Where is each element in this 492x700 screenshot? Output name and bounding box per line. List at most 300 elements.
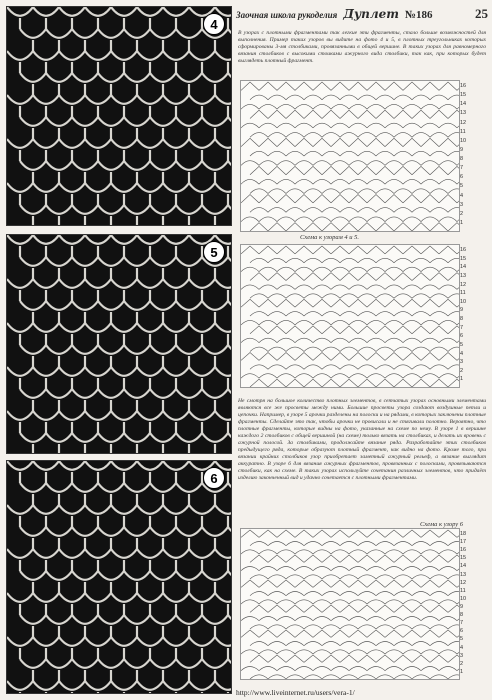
chart-stitch bbox=[430, 189, 448, 194]
lace-motif bbox=[98, 73, 124, 95]
chart-stitch bbox=[394, 365, 412, 369]
chart-stitch bbox=[313, 650, 331, 654]
lace-motif bbox=[215, 183, 231, 205]
lace-motif bbox=[202, 345, 228, 367]
lace-motif bbox=[20, 73, 46, 95]
chart-stitch bbox=[295, 353, 313, 361]
chart-stitch bbox=[403, 567, 421, 571]
chart-stitch bbox=[403, 353, 421, 361]
chart-stitch bbox=[457, 353, 459, 361]
chart-stitch bbox=[340, 294, 358, 298]
lace-motif bbox=[189, 681, 215, 693]
chart-stitch bbox=[403, 217, 421, 222]
lace-motif bbox=[98, 205, 124, 225]
chart-stitch bbox=[295, 374, 313, 378]
lace-motif bbox=[228, 345, 231, 367]
chart-stitch bbox=[439, 82, 457, 90]
chart-stitch bbox=[349, 104, 367, 109]
lace-motif bbox=[163, 505, 189, 527]
chart-stitch bbox=[457, 630, 459, 637]
lace-motif bbox=[98, 161, 124, 183]
chart-stitch bbox=[421, 630, 439, 637]
lace-motif bbox=[59, 323, 85, 345]
chart-stitch bbox=[448, 675, 459, 679]
chart-stitch bbox=[331, 299, 349, 307]
lace-motif bbox=[72, 205, 98, 225]
chart-stitch bbox=[259, 179, 277, 184]
lace-motif bbox=[150, 29, 176, 51]
lace-motif bbox=[46, 527, 72, 549]
chart-stitch bbox=[457, 267, 459, 271]
chart-stitch bbox=[286, 379, 304, 387]
chart-stitch bbox=[277, 630, 295, 637]
lace-motif bbox=[124, 615, 150, 637]
chart-stitch bbox=[340, 642, 358, 646]
chart-stitch bbox=[286, 258, 304, 262]
lace-motif bbox=[137, 323, 163, 345]
chart-stitch bbox=[250, 575, 268, 579]
chart-stitch bbox=[448, 208, 459, 213]
chart-stitch bbox=[403, 630, 421, 637]
chart-stitch bbox=[268, 189, 286, 194]
lace-motif bbox=[124, 205, 150, 225]
lace-motif bbox=[33, 7, 59, 29]
chart-stitch bbox=[403, 161, 421, 166]
lace-motif bbox=[59, 505, 85, 527]
chart-stitch bbox=[358, 151, 376, 156]
lace-motif bbox=[124, 527, 150, 549]
chart-stitch bbox=[331, 179, 349, 184]
lace-motif bbox=[137, 549, 163, 571]
lace-motif bbox=[7, 139, 33, 161]
chart-stitch bbox=[313, 550, 331, 554]
chart-stitch bbox=[457, 104, 459, 109]
chart-stitch bbox=[367, 161, 385, 166]
lace-motif bbox=[98, 527, 124, 549]
chart-stitch bbox=[268, 675, 286, 679]
chart-stitch bbox=[322, 365, 340, 369]
lace-motif bbox=[176, 389, 202, 411]
chart-stitch bbox=[322, 223, 340, 231]
chart-stitch bbox=[403, 82, 421, 90]
chart-stitch bbox=[358, 95, 376, 100]
row-number: 16 bbox=[460, 547, 467, 554]
chart-stitch bbox=[448, 592, 459, 596]
lace-motif bbox=[46, 257, 72, 279]
lace-motif bbox=[215, 549, 231, 571]
chart-stitch bbox=[331, 82, 349, 90]
chart-stitch bbox=[385, 104, 403, 109]
chart-stitch bbox=[286, 110, 304, 118]
chart-stitch bbox=[340, 95, 358, 100]
row-number: 7 bbox=[460, 620, 464, 627]
chart-stitch bbox=[295, 82, 313, 90]
lace-motif bbox=[150, 345, 176, 367]
chart-stitch bbox=[241, 550, 259, 554]
chart-stitch bbox=[277, 195, 295, 203]
chart-stitch bbox=[358, 347, 376, 351]
chart-stitch bbox=[349, 179, 367, 184]
crochet-chart-2 bbox=[240, 244, 460, 388]
lace-motif bbox=[46, 389, 72, 411]
row-number: 4 bbox=[460, 644, 464, 651]
lace-motif bbox=[124, 257, 150, 279]
chart-stitch bbox=[349, 650, 367, 654]
lace-motif bbox=[20, 615, 46, 637]
lace-motif bbox=[189, 279, 215, 301]
chart-stitch bbox=[394, 575, 412, 579]
chart-stitch bbox=[304, 258, 322, 262]
chart-stitch bbox=[439, 580, 457, 587]
chart-stitch bbox=[268, 625, 286, 629]
chart-stitch bbox=[376, 365, 394, 369]
chart-stitch bbox=[439, 123, 457, 128]
chart-stitch bbox=[340, 605, 358, 612]
chart-stitch bbox=[448, 542, 459, 546]
chart-stitch bbox=[259, 580, 277, 587]
chart-stitch bbox=[385, 600, 403, 604]
chart-stitch bbox=[304, 655, 322, 662]
chart-stitch bbox=[268, 258, 286, 262]
chart-stitch bbox=[259, 617, 277, 621]
chart-stitch bbox=[304, 347, 322, 351]
lace-motif bbox=[98, 29, 124, 51]
chart-stitch bbox=[412, 592, 430, 596]
chart-stitch bbox=[430, 592, 448, 596]
chart-stitch bbox=[403, 195, 421, 203]
lace-motif bbox=[202, 389, 228, 411]
chart-stitch bbox=[259, 338, 277, 342]
chart-stitch bbox=[430, 258, 448, 262]
lace-motif bbox=[176, 433, 202, 453]
chart-stitch bbox=[430, 605, 448, 612]
chart-stitch bbox=[295, 617, 313, 621]
chart-stitch bbox=[439, 299, 457, 307]
lace-motif bbox=[124, 483, 150, 505]
lace-motif bbox=[7, 51, 33, 73]
chart-stitch bbox=[439, 600, 457, 604]
lace-motif bbox=[176, 659, 202, 681]
chart-stitch bbox=[385, 82, 403, 90]
chart-stitch bbox=[250, 312, 268, 316]
chart-stitch bbox=[277, 338, 295, 342]
chart-stitch bbox=[313, 667, 331, 671]
lace-motif bbox=[111, 505, 137, 527]
lace-motif bbox=[150, 301, 176, 323]
lace-motif bbox=[137, 367, 163, 389]
chart-stitch bbox=[277, 580, 295, 587]
chart-stitch bbox=[295, 600, 313, 604]
chart-stitch bbox=[457, 123, 459, 128]
lace-motif bbox=[176, 527, 202, 549]
lace-motif bbox=[137, 139, 163, 161]
chart-stitch bbox=[439, 195, 457, 203]
chart-stitch bbox=[277, 617, 295, 621]
row-number: 5 bbox=[460, 183, 464, 190]
chart-stitch bbox=[412, 273, 430, 281]
chart-stitch bbox=[367, 667, 385, 671]
chart-stitch bbox=[403, 580, 421, 587]
chart-stitch bbox=[322, 592, 340, 596]
caption-chart-4-5: Схема к узорам 4 и 5. bbox=[300, 234, 360, 241]
chart-stitch bbox=[277, 246, 295, 254]
chart-stitch bbox=[322, 542, 340, 546]
chart-stitch bbox=[367, 650, 385, 654]
chart-stitch bbox=[367, 617, 385, 621]
lace-motif bbox=[20, 659, 46, 681]
chart-stitch bbox=[268, 542, 286, 546]
chart-stitch bbox=[358, 166, 376, 174]
lace-motif bbox=[59, 411, 85, 433]
chart-stitch bbox=[250, 294, 268, 298]
lace-motif bbox=[163, 183, 189, 205]
lace-motif bbox=[189, 183, 215, 205]
chart-stitch bbox=[403, 530, 421, 537]
lace-motif bbox=[215, 95, 231, 117]
chart-stitch bbox=[304, 166, 322, 174]
chart-stitch bbox=[349, 567, 367, 571]
chart-stitch bbox=[304, 208, 322, 213]
lace-motif bbox=[176, 205, 202, 225]
chart-stitch bbox=[394, 95, 412, 100]
chart-stitch bbox=[448, 575, 459, 579]
lace-motif bbox=[202, 301, 228, 323]
chart-stitch bbox=[376, 625, 394, 629]
chart-stitch bbox=[439, 630, 457, 637]
chart-stitch bbox=[457, 650, 459, 654]
lace-motif bbox=[163, 593, 189, 615]
lace-motif bbox=[163, 95, 189, 117]
lace-motif bbox=[111, 51, 137, 73]
chart-stitch bbox=[439, 267, 457, 271]
lace-motif bbox=[72, 615, 98, 637]
lace-motif bbox=[33, 461, 59, 483]
chart-stitch bbox=[304, 625, 322, 629]
chart-stitch bbox=[313, 246, 331, 254]
chart-stitch bbox=[286, 347, 304, 351]
chart-stitch bbox=[394, 312, 412, 316]
lace-motif bbox=[202, 433, 228, 453]
chart-stitch bbox=[448, 625, 459, 629]
lace-motif bbox=[59, 279, 85, 301]
chart-stitch bbox=[358, 592, 376, 596]
chart-stitch bbox=[430, 675, 448, 679]
chart-stitch bbox=[241, 123, 259, 128]
chart-stitch bbox=[286, 542, 304, 546]
chart-stitch bbox=[457, 338, 459, 342]
chart-stitch bbox=[304, 273, 322, 281]
row-number: 1 bbox=[460, 668, 464, 675]
chart-stitch bbox=[403, 320, 421, 324]
chart-stitch bbox=[394, 326, 412, 334]
chart-stitch bbox=[286, 189, 304, 194]
chart-stitch bbox=[268, 110, 286, 118]
chart-stitch bbox=[250, 223, 268, 231]
chart-stitch bbox=[331, 123, 349, 128]
lace-motif bbox=[111, 139, 137, 161]
chart-stitch bbox=[268, 133, 286, 138]
chart-stitch bbox=[349, 138, 367, 146]
chart-stitch bbox=[349, 161, 367, 166]
lace-motif bbox=[111, 549, 137, 571]
lace-motif bbox=[72, 29, 98, 51]
chart-stitch bbox=[358, 605, 376, 612]
chart-stitch bbox=[322, 166, 340, 174]
lace-motif bbox=[163, 139, 189, 161]
chart-stitch bbox=[331, 195, 349, 203]
chart-stitch bbox=[457, 667, 459, 671]
chart-stitch bbox=[268, 166, 286, 174]
lace-motif bbox=[111, 323, 137, 345]
chart-stitch bbox=[394, 655, 412, 662]
chart-stitch bbox=[268, 365, 286, 369]
row-number: 3 bbox=[460, 359, 464, 366]
lace-motif bbox=[59, 461, 85, 483]
chart-stitch bbox=[385, 550, 403, 554]
row-number: 15 bbox=[460, 255, 467, 262]
chart-stitch bbox=[376, 347, 394, 351]
chart-stitch bbox=[250, 592, 268, 596]
lace-motif bbox=[111, 279, 137, 301]
lace-motif bbox=[46, 571, 72, 593]
lace-motif bbox=[46, 615, 72, 637]
chart-stitch bbox=[394, 605, 412, 612]
lace-motif bbox=[150, 389, 176, 411]
lace-motif bbox=[85, 549, 111, 571]
chart-stitch bbox=[358, 189, 376, 194]
lace-motif bbox=[137, 461, 163, 483]
lace-motif bbox=[111, 183, 137, 205]
lace-motif bbox=[215, 139, 231, 161]
lace-motif bbox=[59, 367, 85, 389]
chart-stitch bbox=[385, 320, 403, 324]
lace-motif bbox=[150, 571, 176, 593]
chart-stitch bbox=[412, 258, 430, 262]
chart-stitch bbox=[421, 138, 439, 146]
lace-motif bbox=[59, 7, 85, 29]
chart-stitch bbox=[376, 151, 394, 156]
chart-stitch bbox=[295, 630, 313, 637]
chart-stitch bbox=[322, 655, 340, 662]
chart-stitch bbox=[367, 374, 385, 378]
chart-stitch bbox=[304, 223, 322, 231]
chart-stitch bbox=[412, 347, 430, 351]
lace-motif bbox=[150, 205, 176, 225]
chart-stitch bbox=[331, 138, 349, 146]
chart-stitch bbox=[403, 267, 421, 271]
chart-stitch bbox=[367, 123, 385, 128]
chart-stitch bbox=[385, 650, 403, 654]
chart-stitch bbox=[376, 166, 394, 174]
chart-stitch bbox=[295, 667, 313, 671]
chart-stitch bbox=[313, 123, 331, 128]
lace-motif bbox=[202, 659, 228, 681]
lace-motif bbox=[20, 389, 46, 411]
chart-stitch bbox=[349, 374, 367, 378]
chart-stitch bbox=[385, 217, 403, 222]
chart-stitch bbox=[286, 592, 304, 596]
chart-stitch bbox=[439, 353, 457, 361]
chart-stitch bbox=[331, 267, 349, 271]
chart-stitch bbox=[259, 82, 277, 90]
chart-stitch bbox=[250, 208, 268, 213]
lace-motif bbox=[7, 505, 33, 527]
lace-motif bbox=[59, 593, 85, 615]
chart-stitch bbox=[241, 320, 259, 324]
lace-motif bbox=[163, 549, 189, 571]
lace-motif bbox=[33, 51, 59, 73]
chart-stitch bbox=[394, 258, 412, 262]
chart-stitch bbox=[430, 642, 448, 646]
lace-motif bbox=[202, 205, 228, 225]
lace-motif bbox=[20, 345, 46, 367]
lace-motif bbox=[137, 183, 163, 205]
chart-stitch bbox=[448, 347, 459, 351]
lace-motif bbox=[228, 161, 231, 183]
chart-stitch bbox=[457, 374, 459, 378]
chart-stitch bbox=[241, 530, 259, 537]
lace-motif bbox=[98, 659, 124, 681]
chart-stitch bbox=[259, 567, 277, 571]
chart-stitch bbox=[349, 338, 367, 342]
chart-stitch bbox=[394, 189, 412, 194]
chart-stitch bbox=[457, 82, 459, 90]
chart-stitch bbox=[457, 195, 459, 203]
chart-stitch bbox=[286, 151, 304, 156]
row-number: 9 bbox=[460, 307, 464, 314]
chart-stitch bbox=[286, 575, 304, 579]
chart-stitch bbox=[313, 374, 331, 378]
lace-motif bbox=[215, 637, 231, 659]
lace-motif bbox=[46, 205, 72, 225]
lace-motif bbox=[111, 681, 137, 693]
chart-stitch bbox=[385, 353, 403, 361]
chart-stitch bbox=[448, 258, 459, 262]
chart-stitch bbox=[259, 299, 277, 307]
chart-stitch bbox=[268, 312, 286, 316]
chart-stitch bbox=[349, 299, 367, 307]
chart-stitch bbox=[349, 667, 367, 671]
chart-stitch bbox=[277, 267, 295, 271]
chart-stitch bbox=[331, 374, 349, 378]
chart-stitch bbox=[376, 326, 394, 334]
chart-stitch bbox=[376, 208, 394, 213]
lace-motif bbox=[137, 95, 163, 117]
chart-stitch bbox=[448, 166, 459, 174]
chart-stitch bbox=[448, 273, 459, 281]
chart-stitch bbox=[259, 104, 277, 109]
chart-stitch bbox=[241, 195, 259, 203]
chart-stitch bbox=[412, 575, 430, 579]
chart-stitch bbox=[250, 326, 268, 334]
chart-stitch bbox=[439, 217, 457, 222]
crochet-chart-1 bbox=[240, 80, 460, 232]
chart-stitch bbox=[295, 650, 313, 654]
chart-stitch bbox=[439, 138, 457, 146]
chart-stitch bbox=[304, 555, 322, 562]
lace-motif bbox=[137, 51, 163, 73]
chart-stitch bbox=[304, 133, 322, 138]
chart-stitch bbox=[376, 592, 394, 596]
lace-motif bbox=[215, 279, 231, 301]
chart-stitch bbox=[340, 110, 358, 118]
chart-stitch bbox=[385, 161, 403, 166]
chart-stitch bbox=[322, 605, 340, 612]
chart-stitch bbox=[250, 95, 268, 100]
chart-stitch bbox=[430, 133, 448, 138]
chart-stitch bbox=[331, 217, 349, 222]
chart-stitch bbox=[412, 166, 430, 174]
